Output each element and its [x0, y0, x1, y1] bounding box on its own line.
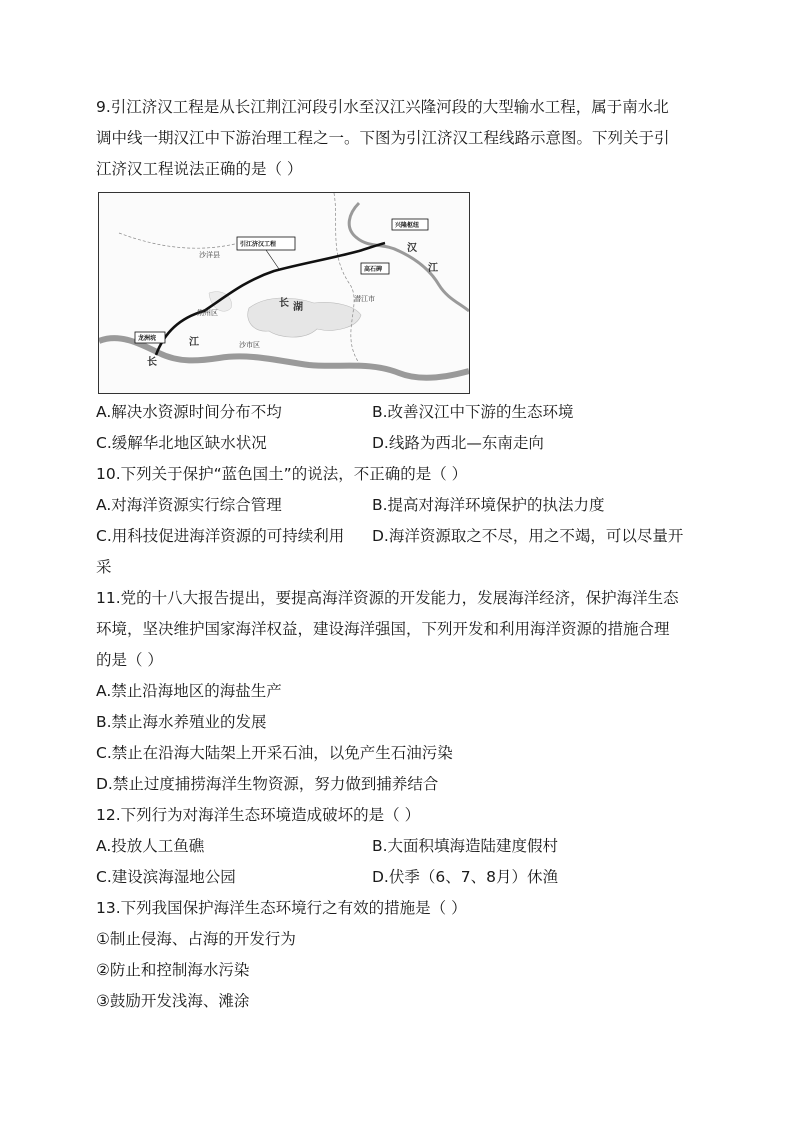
q9-option-a: A.解决水资源时间分布不均 [96, 403, 282, 421]
q11-option-c: C.禁止在沿海大陆架上开采石油，以免产生石油污染 [96, 744, 453, 762]
han-river-char-2: 江 [428, 263, 438, 274]
q11-stem-line-3: 的是（ ） [96, 651, 163, 669]
boundary-line-1 [334, 193, 359, 363]
changhu-lake [248, 298, 361, 337]
q12-option-c: C.建设滨海湿地公园 [96, 868, 236, 886]
q13-item-3: ③鼓励开发浅海、滩涂 [96, 992, 250, 1010]
xinglong-label: 兴隆枢纽 [395, 222, 420, 229]
q10-option-a: A.对海洋资源实行综合管理 [96, 496, 282, 514]
gaoshibei-label: 高石碑 [364, 266, 383, 273]
q9-stem-line-2: 调中线一期汉江中下游治理工程之一。下图为引江济汉工程线路示意图。下列关于引 [96, 129, 670, 147]
yangtze-char-2: 江 [189, 337, 199, 348]
route-map-svg [99, 193, 469, 393]
q9-option-c: C.缓解华北地区缺水状况 [96, 434, 267, 452]
q10-option-b: B.提高对海洋环境保护的执法力度 [372, 496, 605, 514]
jingzhou-label: 荆州区 [197, 309, 218, 317]
q9-stem-line-3: 江济汉工程说法正确的是（ ） [96, 160, 303, 178]
yangtze-char-1: 长 [147, 357, 157, 368]
q11-option-d: D.禁止过度捕捞海洋生物资源，努力做到捕养结合 [96, 775, 439, 793]
q9-option-b: B.改善汉江中下游的生态环境 [372, 403, 574, 421]
longzhou-label: 龙洲垸 [138, 335, 157, 342]
q10-stem: 10.下列关于保护“蓝色国土”的说法，不正确的是（ ） [96, 465, 468, 483]
boundary-line-2 [119, 233, 239, 248]
changhu-char-2: 湖 [293, 302, 303, 313]
q12-option-a: A.投放人工鱼礁 [96, 837, 205, 855]
q13-item-1: ①制止侵海、占海的开发行为 [96, 930, 296, 948]
han-river-char-1: 汉 [407, 243, 417, 254]
q12-option-b: B.大面积填海造陆建度假村 [372, 837, 559, 855]
q9-stem-line-1: 9.引江济汉工程是从长江荆江河段引水至汉江兴隆河段的大型输水工程，属于南水北 [96, 98, 669, 116]
q9-route-map [98, 192, 470, 394]
q11-option-a: A.禁止沿海地区的海盐生产 [96, 682, 282, 700]
q13-stem: 13.下列我国保护海洋生态环境行之有效的措施是（ ） [96, 899, 467, 917]
q13-item-2: ②防止和控制海水污染 [96, 961, 250, 979]
q11-option-b: B.禁止海水养殖业的发展 [96, 713, 267, 731]
qianjiang-label: 潜江市 [354, 295, 375, 303]
q10-option-c: C.用科技促进海洋资源的可持续利用 [96, 527, 345, 545]
q10-option-d: D.海洋资源取之不尽，用之不竭，可以尽量开 [372, 527, 684, 545]
shashi-label: 沙市区 [239, 341, 260, 349]
project-label-leader [266, 250, 279, 269]
q11-stem-line-2: 环境，坚决维护国家海洋权益，建设海洋强国，下列开发和利用海洋资源的措施合理 [96, 620, 670, 638]
q12-stem: 12.下列行为对海洋生态环境造成破坏的是（ ） [96, 806, 421, 824]
q12-option-d: D.伏季（6、7、8月）休渔 [372, 868, 558, 886]
changhu-char-1: 长 [279, 298, 289, 309]
q10-option-d-continued: 采 [96, 558, 112, 576]
project-label: 引江济汉工程 [240, 241, 277, 248]
q9-option-d: D.线路为西北—东南走向 [372, 434, 544, 452]
shayang-label: 沙洋县 [199, 251, 220, 259]
q11-stem-line-1: 11.党的十八大报告提出，要提高海洋资源的开发能力，发展海洋经济，保护海洋生态 [96, 589, 679, 607]
